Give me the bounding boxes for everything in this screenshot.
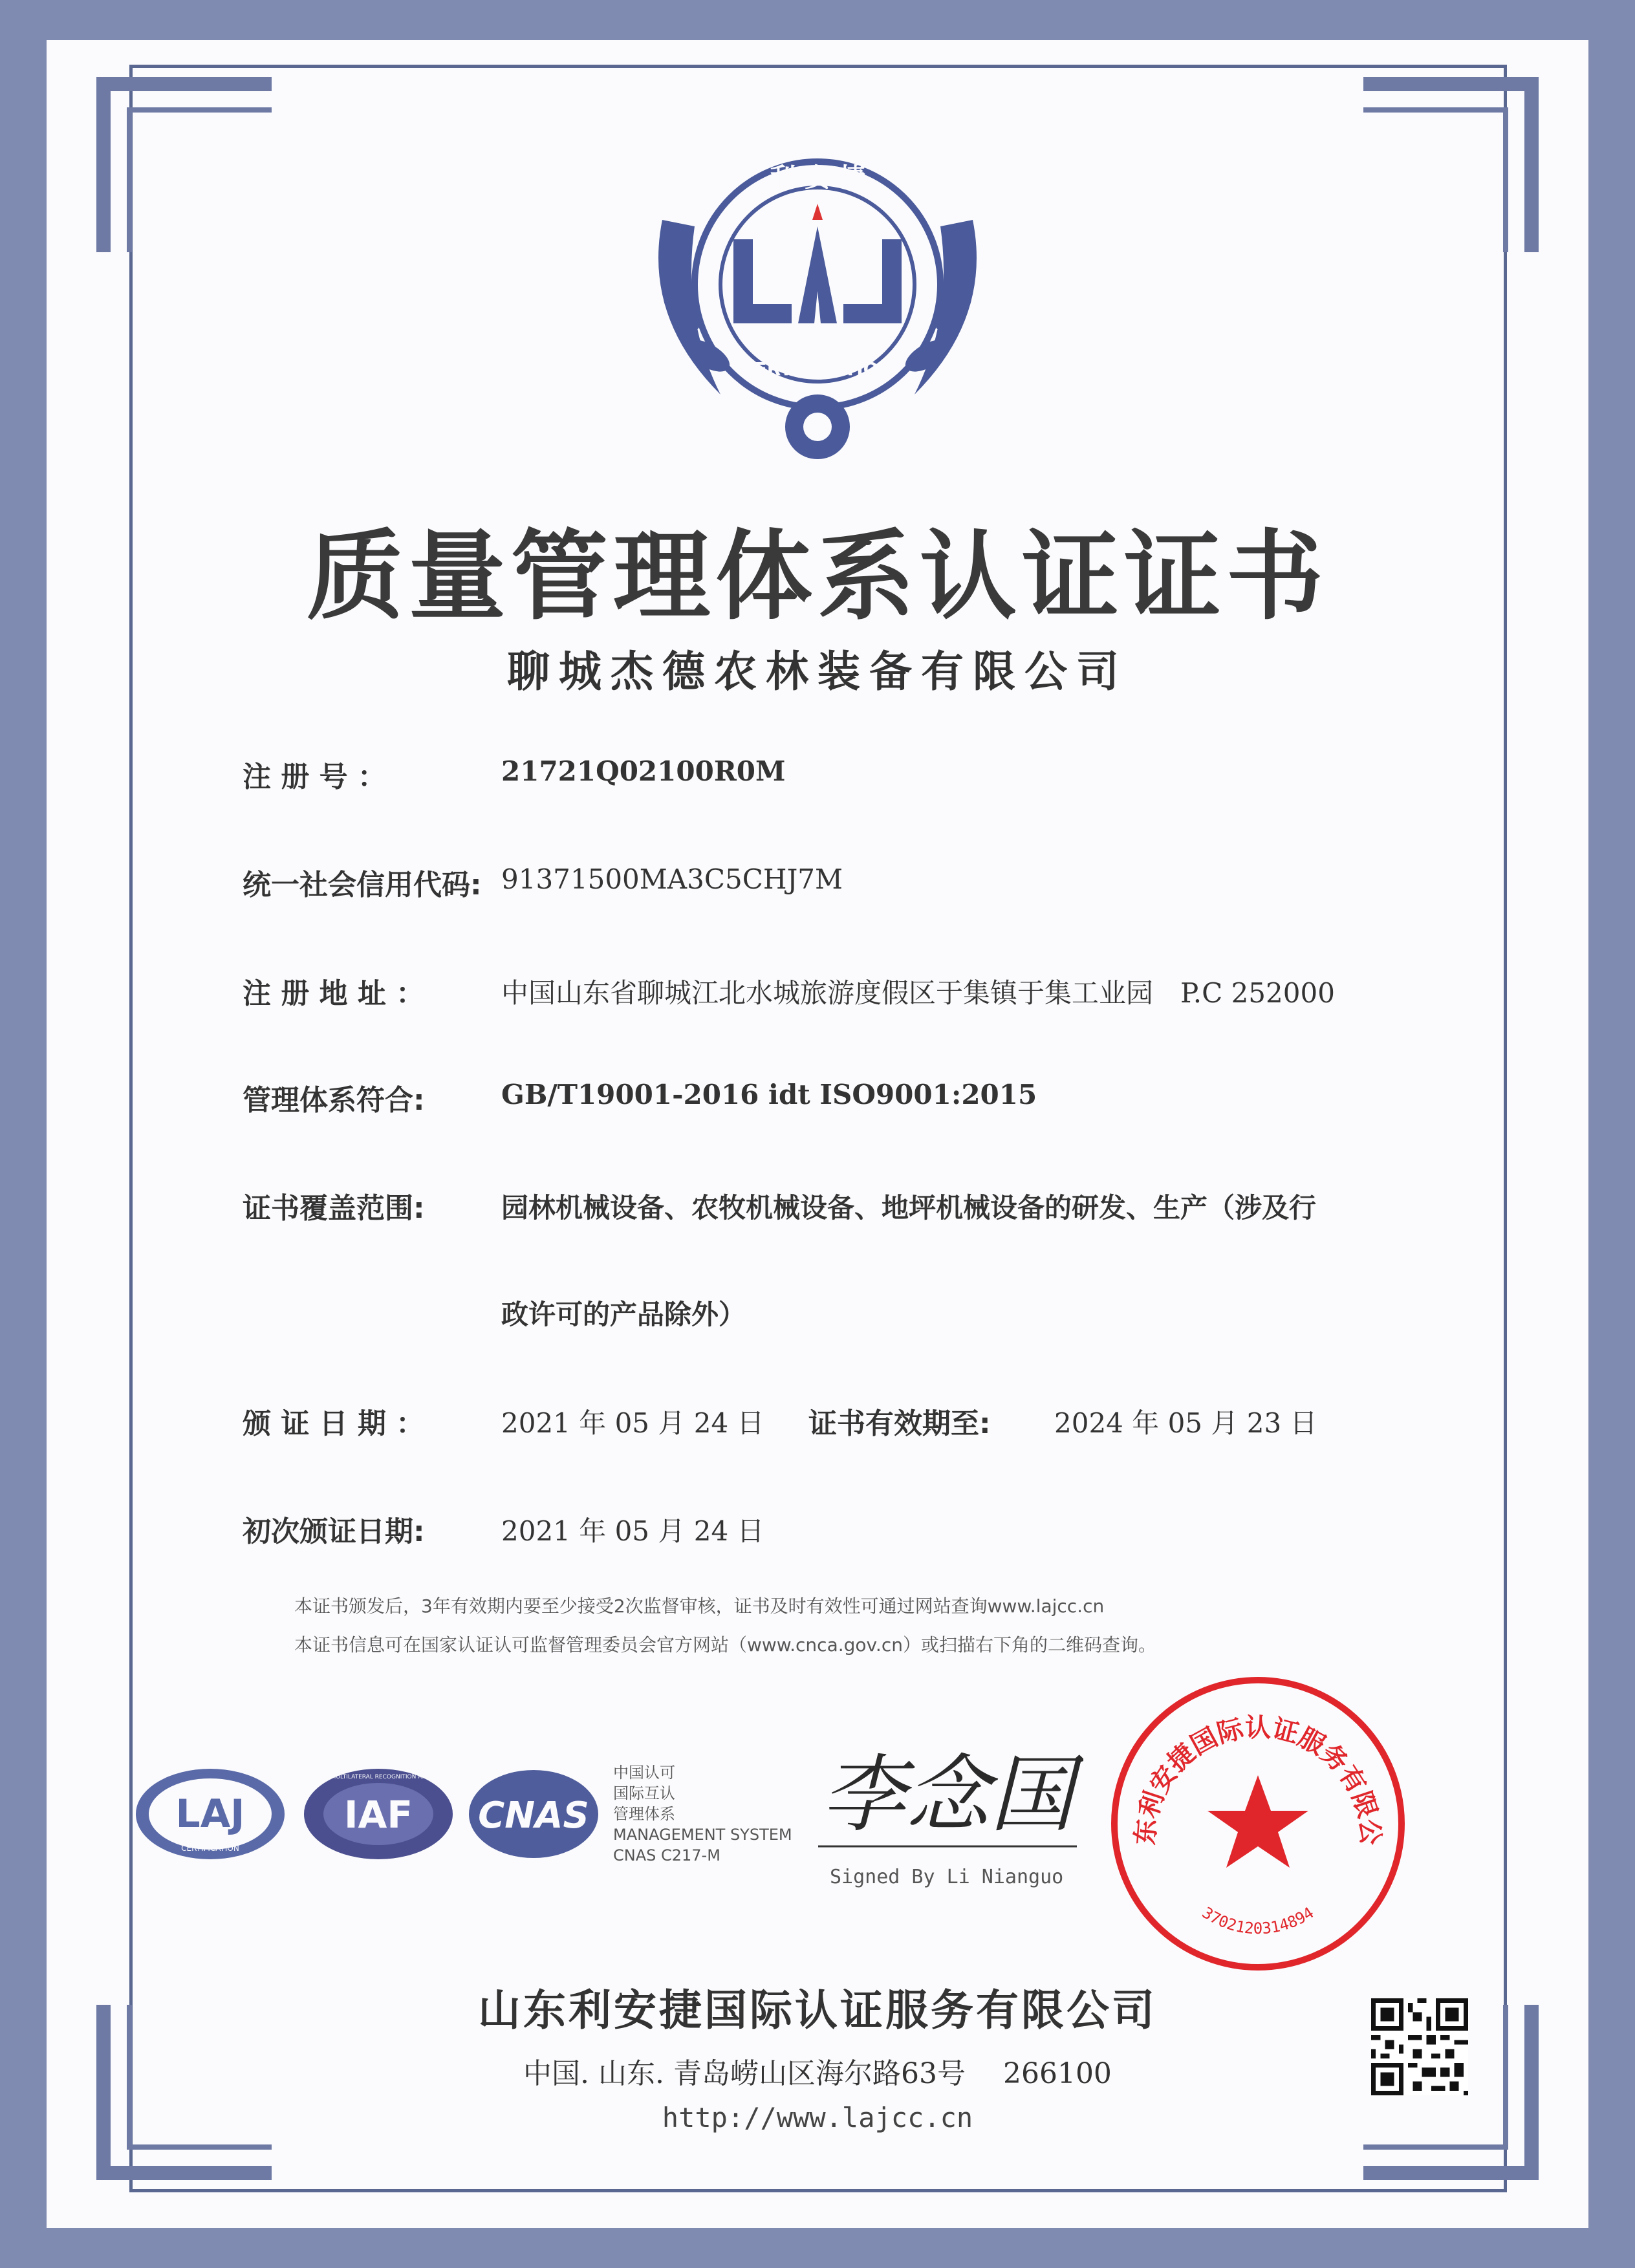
scope-value-line1: 园林机械设备、农牧机械设备、地坪机械设备的研发、生产（涉及行 (501, 1192, 1317, 1224)
iaf-badge (301, 1766, 456, 1863)
first-issue-label: 初次颁证日期: (243, 1515, 425, 1548)
official-seal (1103, 1672, 1413, 1976)
laj-badge-letters: LAJ (175, 1791, 245, 1837)
seal-code: 3702120314894 (1198, 1903, 1317, 1938)
signature-label: Signed By Li Nianguo (830, 1866, 1064, 1888)
iaf-badge-ring: MEMBER OF MULTILATERAL RECOGNITION ARRANGEMENT (301, 1774, 456, 1780)
issuer-name: 山东利安捷国际认证服务有限公司 (478, 1985, 1157, 2035)
logo-top-text: 利 安 捷 (770, 163, 865, 193)
company-name: 聊城杰德农林装备有限公司 (507, 647, 1128, 697)
laj-badge (133, 1766, 288, 1863)
issue-date-value: 2021 年 05 月 24 日 (501, 1407, 764, 1439)
scope-value-line2: 政许可的产品除外） (501, 1299, 746, 1330)
laj-certification-logo (604, 110, 1031, 472)
logo-bottom-text: CERTIFICATION (741, 358, 894, 380)
corner-ornament-top-left (91, 71, 285, 265)
valid-until-value: 2024 年 05 月 23 日 (1054, 1407, 1317, 1439)
certificate-title: 质量管理体系认证证书 (306, 521, 1328, 633)
cnas-en-line-1: MANAGEMENT SYSTEM (613, 1826, 792, 1844)
address-label: 注 册 地 址 ： (243, 977, 425, 1010)
first-issue-value: 2021 年 05 月 24 日 (501, 1515, 764, 1547)
note-line-2: 本证书信息可在国家认证认可监督管理委员会官方网站（www.cnca.gov.cn）或扫描右下角的二维码查询。 (294, 1634, 1156, 1656)
issuer-address: 中国. 山东. 青岛崂山区海尔路63号 266100 (523, 2057, 1112, 2090)
note-line-1: 本证书颁发后，3年有效期内要至少接受2次监督审核，证书及时有效性可通过网站查询www.lajcc.cn (294, 1595, 1105, 1617)
qr-code[interactable] (1371, 1998, 1468, 2095)
cnas-badge (466, 1766, 601, 1863)
seal-code-path (1199, 1903, 1317, 1938)
signature-script: 李念国 (821, 1745, 1074, 1844)
issue-date-label: 颁 证 日 期 ： (243, 1407, 425, 1440)
registration-no-label: 注 册 号 ： (243, 761, 386, 794)
scope-label: 证书覆盖范围: (243, 1192, 425, 1225)
corner-ornament-top-right (1350, 71, 1544, 265)
cnas-badge-letters: CNAS (478, 1795, 589, 1837)
valid-until-label: 证书有效期至: (808, 1407, 991, 1440)
standard-value: GB/T19001-2016 idt ISO9001:2015 (501, 1079, 1037, 1110)
address-value: 中国山东省聊城江北水城旅游度假区于集镇于集工业园 P.C 252000 (501, 977, 1335, 1009)
cnas-en-line-2: CNAS C217-M (613, 1846, 720, 1864)
cnas-cn-line-1: 中国认可 (613, 1764, 675, 1782)
iaf-badge-letters: IAF (343, 1793, 413, 1837)
credit-code-value: 91371500MA3C5CHJ7M (501, 863, 843, 895)
laj-badge-sub: CERTIFICATION (181, 1844, 239, 1853)
seal-ring-text: 东利安捷国际认证服务有限公 (1131, 1713, 1385, 1846)
credit-code-label: 统一社会信用代码: (243, 869, 482, 902)
cnas-text-block (613, 1762, 792, 1866)
signature (812, 1733, 1083, 1863)
standard-label: 管理体系符合: (243, 1084, 425, 1117)
cnas-cn-line-3: 管理体系 (613, 1805, 675, 1823)
issuer-url: http://www.lajcc.cn (662, 2102, 973, 2133)
cnas-cn-line-2: 国际互认 (613, 1784, 675, 1802)
registration-no-value: 21721Q02100R0M (501, 755, 786, 787)
